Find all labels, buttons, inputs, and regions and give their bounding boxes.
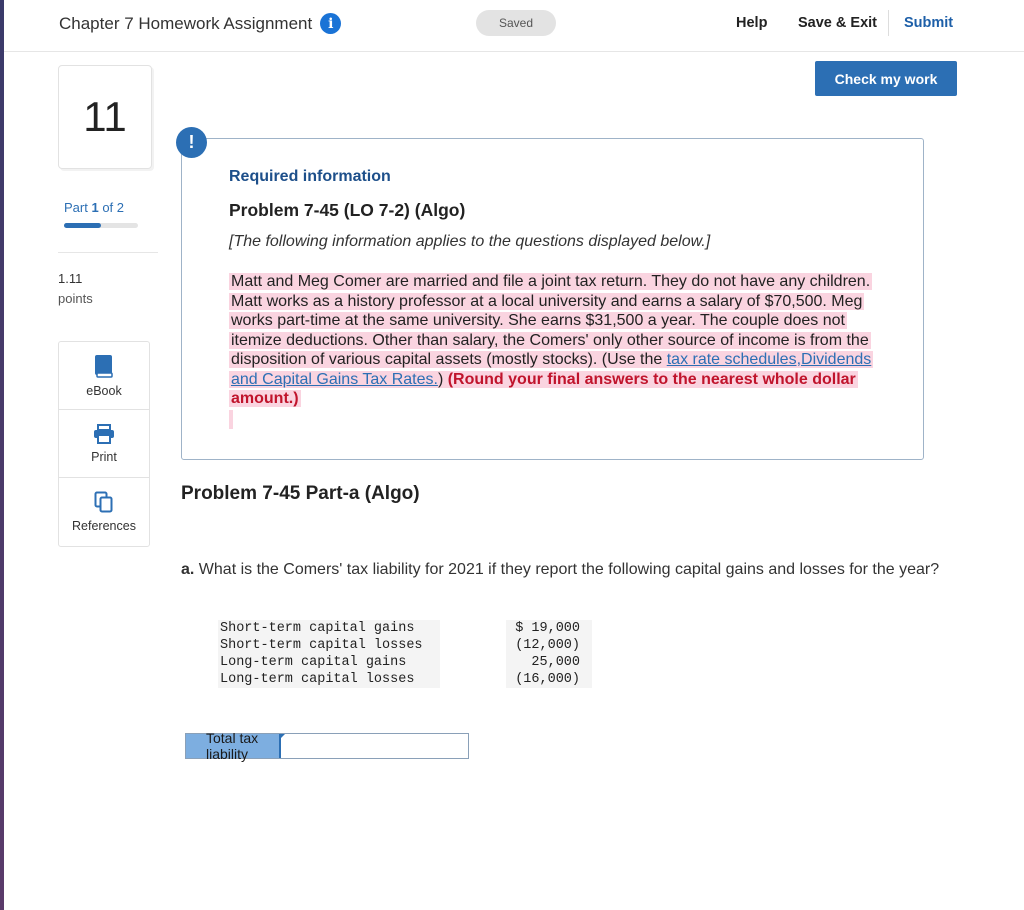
- row-value: (12,000): [506, 637, 592, 654]
- part-of: of 2: [102, 200, 125, 215]
- question-letter: a.: [181, 561, 195, 578]
- part-indicator: [64, 200, 124, 215]
- header-bar: [4, 0, 1024, 52]
- row-label: Long-term capital losses: [218, 671, 440, 688]
- row-value: $ 19,000: [506, 620, 592, 637]
- row-gap: [440, 654, 506, 671]
- assignment-title: [59, 13, 341, 34]
- answer-input-wrap: [279, 734, 468, 758]
- table-row: [218, 671, 592, 688]
- info-icon[interactable]: i: [320, 13, 341, 34]
- total-tax-liability-input[interactable]: [279, 734, 468, 758]
- ebook-label: eBook: [86, 383, 122, 398]
- total-tax-liability-label: Total tax liability: [186, 734, 279, 758]
- saved-status-badge: Saved: [476, 10, 556, 36]
- info-note: [The following information applies to the questions displayed below.]: [229, 233, 711, 250]
- part-title: Problem 7-45 Part-a (Algo): [181, 483, 420, 504]
- print-button[interactable]: [59, 410, 149, 478]
- row-label: Long-term capital gains: [218, 654, 440, 671]
- row-gap: [440, 671, 506, 688]
- problem-paragraph: [229, 272, 889, 409]
- check-my-work-button[interactable]: Check my work: [815, 61, 957, 96]
- answer-row: [185, 730, 469, 762]
- table-row: [218, 637, 592, 654]
- paragraph-highlight: [229, 273, 873, 407]
- capital-gains-rates-link[interactable]: Dividends and Capital Gains Tax Rates.: [231, 351, 872, 388]
- table-row: [218, 654, 592, 671]
- question-body: What is the Comers' tax liability for 2021 if they report the following capital gains and losses for the year?: [194, 561, 940, 578]
- alert-badge-icon: !: [176, 127, 207, 158]
- row-label: Short-term capital losses: [218, 637, 440, 654]
- print-label: Print: [91, 449, 117, 464]
- points-label: points: [58, 291, 93, 306]
- ebook-button[interactable]: [59, 342, 149, 410]
- paragraph-text: Matt and Meg Comer are married and file a joint tax return. They do not have any children. Matt works as a history professor at a local university and earns a salary of $70,500. Meg works part-time at the same university. She earns $31,500 a year. The couple does not itemize deductions. Other than salary, the Comers' only other source of income is from the disposition of various capital assets (mostly stocks). (Use the: [231, 273, 871, 368]
- rounding-note: (Round your final answers to the nearest whole dollar amount.): [231, 370, 856, 407]
- part-progress-fill: [64, 223, 101, 228]
- assignment-title-text: Chapter 7 Homework Assignment: [59, 13, 313, 33]
- references-button[interactable]: [59, 478, 149, 546]
- window-edge: [0, 0, 4, 910]
- table-row: [218, 620, 592, 637]
- part-current: 1: [91, 200, 99, 215]
- printer-icon: [93, 424, 115, 444]
- part-word: Part: [64, 200, 88, 215]
- book-icon: [94, 354, 114, 378]
- question-number-card[interactable]: 11: [58, 65, 152, 169]
- copy-icon: [94, 491, 114, 513]
- sidebar-divider: [58, 252, 158, 253]
- header-divider: [888, 10, 889, 36]
- problem-title: Problem 7-45 (LO 7-2) (Algo): [229, 200, 466, 220]
- row-gap: [440, 637, 506, 654]
- help-link[interactable]: Help: [736, 15, 768, 31]
- input-corner-marker: [279, 734, 285, 740]
- save-exit-link[interactable]: Save & Exit: [798, 15, 877, 31]
- question-text: [181, 560, 951, 580]
- references-label: References: [72, 519, 136, 533]
- submit-link[interactable]: Submit: [904, 15, 954, 31]
- row-value: (16,000): [506, 671, 592, 688]
- tax-rate-schedules-link[interactable]: tax rate schedules,: [666, 351, 802, 368]
- row-value: 25,000: [506, 654, 592, 671]
- row-label: Short-term capital gains: [218, 620, 440, 637]
- required-info-title: Required information: [229, 168, 391, 185]
- part-progress-bar: [64, 223, 138, 228]
- highlight-tail: [229, 410, 233, 429]
- paren-close: ): [437, 370, 448, 388]
- row-gap: [440, 620, 506, 637]
- points-value: 1.11: [58, 271, 83, 286]
- capital-gains-table: [218, 620, 592, 688]
- tools-panel: [58, 341, 150, 547]
